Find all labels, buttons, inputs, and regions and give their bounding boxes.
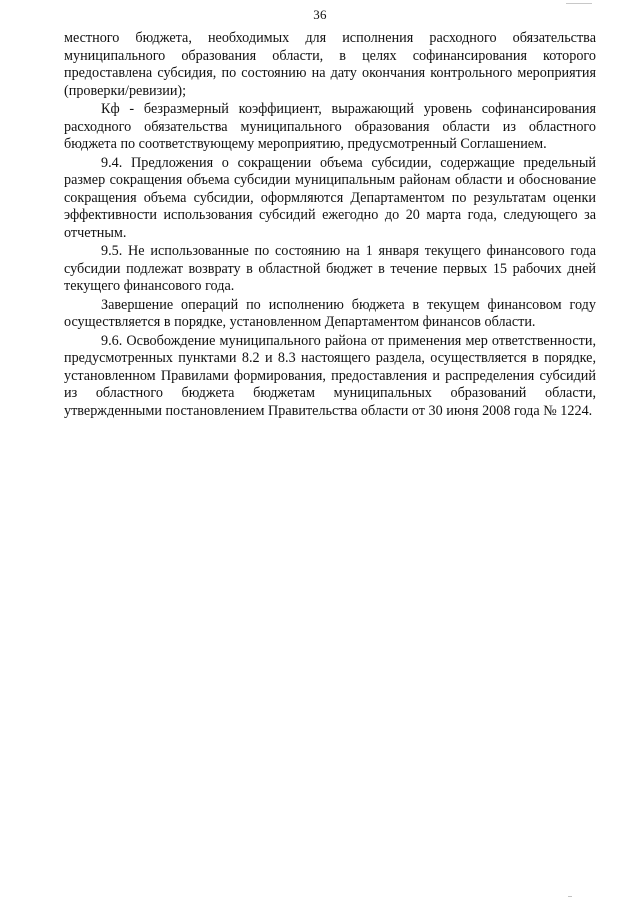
scan-artifact-mark bbox=[566, 3, 592, 4]
paragraph-9-4: 9.4. Предложения о сокращении объема субсидии, содержащие предельный размер сокращения объема субсидии муниципальным районам области и обоснование сокращения объема субсидии, оформляются Департаментом по результатам оценки эффективности использования субсидий ежегодно до 20 марта года, следующего за отчетным. bbox=[64, 154, 596, 241]
paragraph-coefficient-definition: Кф - безразмерный коэффициент, выражающий уровень софинансирования расходного обязательства муниципального образования области из областного бюджета по соответствующему мероприятию, предусмотренный Соглашением. bbox=[64, 101, 596, 152]
paragraph-9-5: 9.5. Не использованные по состоянию на 1 января текущего финансового года субсидии подлежат возврату в областной бюджет в течение первых 15 рабочих дней текущего финансового года. bbox=[64, 243, 596, 294]
paragraph-budget-completion: Завершение операций по исполнению бюджета в текущем финансовом году осуществляется в порядке, установленном Департаментом финансов области. bbox=[64, 296, 596, 330]
paragraph-9-6: 9.6. Освобождение муниципального района от применения мер ответственности, предусмотренных пунктами 8.2 и 8.3 настоящего раздела, осуществляется в порядке, установленном Правилами формирования, предоставления и распределения субсидий из областного бюджета бюджетам муниципальных образований области, утвержденными постановлением Правительства области от 30 июня 2008 года № 1224. bbox=[64, 332, 596, 419]
scan-artifact-mark bbox=[568, 896, 572, 897]
page-number: 36 bbox=[313, 7, 327, 22]
document-body bbox=[64, 30, 596, 420]
paragraph-continuation: местного бюджета, необходимых для исполнения расходного обязательства муниципального образования области, в целях софинансирования которого предоставлена субсидия, по состоянию на дату окончания контрольного мероприятия (проверки/ревизии); bbox=[64, 30, 596, 99]
